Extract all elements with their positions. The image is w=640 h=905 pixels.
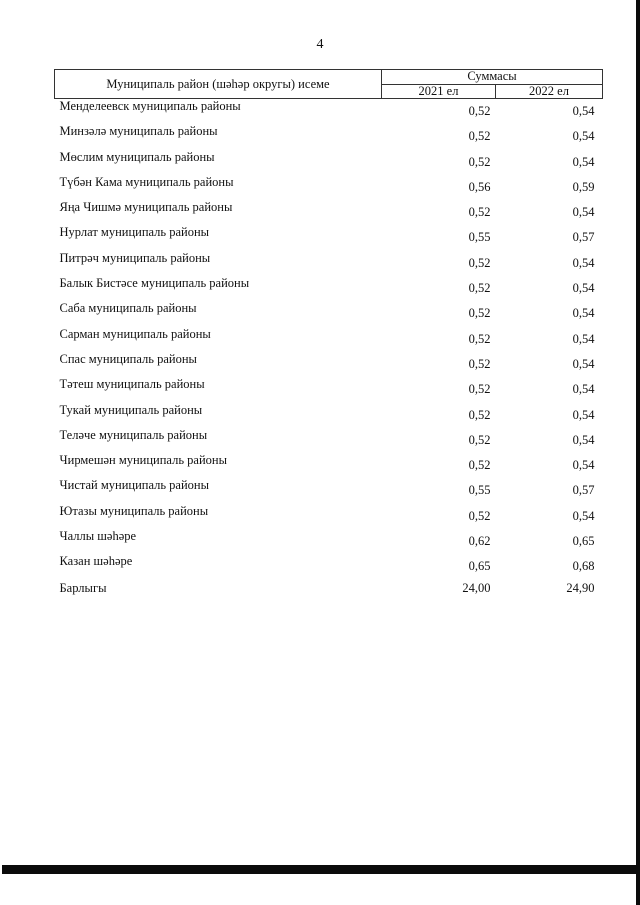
- district-name-cell: Казан шәһәре: [59, 554, 133, 569]
- table-row: [55, 124, 603, 149]
- total-row: [55, 580, 603, 601]
- value-2022-cell: 0,54: [572, 382, 595, 397]
- value-2021-cell: 0,52: [468, 407, 491, 422]
- district-name-cell: Балык Бистәсе муниципаль районы: [59, 276, 250, 291]
- value-2022-cell: 0,54: [572, 306, 595, 321]
- column-header-2022: 2022 ел: [496, 84, 603, 99]
- value-2021-cell: 0,52: [468, 331, 491, 346]
- value-2021-cell: 0,52: [468, 129, 491, 144]
- district-name-cell: Чаллы шәһәре: [59, 529, 137, 544]
- district-name-cell: Чирмешән муниципаль районы: [59, 453, 227, 468]
- table-row: [55, 175, 603, 200]
- table-header: [55, 70, 603, 99]
- value-2021-cell: 0,52: [468, 356, 491, 371]
- value-2022-cell: 0,54: [572, 432, 595, 447]
- column-header-sum: Суммасы: [382, 70, 603, 85]
- table-row: [55, 403, 603, 428]
- table-row: [55, 99, 603, 125]
- total-value-2021-cell: 24,00: [462, 580, 491, 595]
- district-name-cell: Тәтеш муниципаль районы: [59, 377, 205, 392]
- district-name-cell: Спас муниципаль районы: [59, 351, 197, 366]
- district-name-cell: Нурлат муниципаль районы: [59, 225, 210, 240]
- value-2021-cell: 0,52: [468, 104, 491, 118]
- value-2022-cell: 0,54: [572, 281, 595, 296]
- table-row: [55, 301, 603, 326]
- table-row: [55, 276, 603, 301]
- table-row: [55, 478, 603, 503]
- value-2021-cell: 0,65: [468, 559, 491, 574]
- value-2022-cell: 0,54: [572, 508, 595, 523]
- table-row: [55, 554, 603, 579]
- value-2021-cell: 0,62: [468, 534, 491, 549]
- table-row: [55, 529, 603, 554]
- value-2022-cell: 0,54: [572, 154, 595, 169]
- value-2021-cell: 0,56: [468, 179, 491, 194]
- value-2021-cell: 0,52: [468, 154, 491, 169]
- funding-table-container: [54, 69, 602, 601]
- value-2022-cell: 0,54: [572, 356, 595, 371]
- district-name-cell: Теләче муниципаль районы: [59, 427, 208, 442]
- table-row: [55, 200, 603, 225]
- district-name-cell: Питрәч муниципаль районы: [59, 250, 211, 265]
- value-2021-cell: 0,52: [468, 432, 491, 447]
- district-name-cell: Минзәлә муниципаль районы: [59, 124, 218, 139]
- value-2022-cell: 0,54: [572, 407, 595, 422]
- value-2021-cell: 0,52: [468, 306, 491, 321]
- table-row: [55, 504, 603, 529]
- value-2022-cell: 0,54: [572, 458, 595, 473]
- column-header-name: Муниципаль район (шәһәр округы) исеме: [55, 70, 382, 99]
- page-number: 4: [316, 37, 324, 52]
- value-2021-cell: 0,55: [468, 483, 491, 498]
- value-2021-cell: 0,52: [468, 281, 491, 296]
- table-row: [55, 453, 603, 478]
- table-row: [55, 251, 603, 276]
- value-2022-cell: 0,57: [572, 483, 595, 498]
- district-name-cell: Яңа Чишмә муниципаль районы: [59, 200, 233, 215]
- value-2022-cell: 0,68: [572, 559, 595, 574]
- table-row: [55, 150, 603, 175]
- value-2021-cell: 0,52: [468, 205, 491, 220]
- value-2022-cell: 0,57: [572, 230, 595, 245]
- district-name-cell: Чистай муниципаль районы: [59, 478, 209, 493]
- value-2021-cell: 0,55: [468, 230, 491, 245]
- district-name-cell: Түбән Кама муниципаль районы: [59, 174, 234, 189]
- column-header-2021: 2021 ел: [382, 84, 496, 99]
- value-2022-cell: 0,54: [572, 129, 595, 144]
- value-2022-cell: 0,54: [572, 331, 595, 346]
- value-2021-cell: 0,52: [468, 255, 491, 270]
- value-2022-cell: 0,59: [572, 179, 595, 194]
- value-2022-cell: 0,54: [572, 255, 595, 270]
- table-row: [55, 428, 603, 453]
- district-name-cell: Менделеевск муниципаль районы: [59, 99, 241, 113]
- table-row: [55, 225, 603, 250]
- value-2021-cell: 0,52: [468, 458, 491, 473]
- district-name-cell: Саба муниципаль районы: [59, 301, 197, 316]
- value-2022-cell: 0,54: [572, 104, 595, 118]
- funding-table: [54, 69, 603, 601]
- value-2022-cell: 0,54: [572, 205, 595, 220]
- value-2021-cell: 0,52: [468, 382, 491, 397]
- value-2022-cell: 0,65: [572, 534, 595, 549]
- total-value-2022-cell: 24,90: [566, 580, 595, 595]
- table-row: [55, 352, 603, 377]
- table-row: [55, 377, 603, 402]
- total-district-name-cell: Барлыгы: [59, 580, 107, 595]
- district-name-cell: Сарман муниципаль районы: [59, 326, 211, 341]
- district-name-cell: Ютазы муниципаль районы: [59, 503, 209, 518]
- table-body: [55, 99, 603, 601]
- scan-right-edge: [636, 0, 640, 905]
- table-row: [55, 327, 603, 352]
- scan-bottom-bar: [2, 865, 638, 874]
- district-name-cell: Тукай муниципаль районы: [59, 402, 203, 417]
- value-2021-cell: 0,52: [468, 508, 491, 523]
- district-name-cell: Мөслим муниципаль районы: [59, 149, 215, 164]
